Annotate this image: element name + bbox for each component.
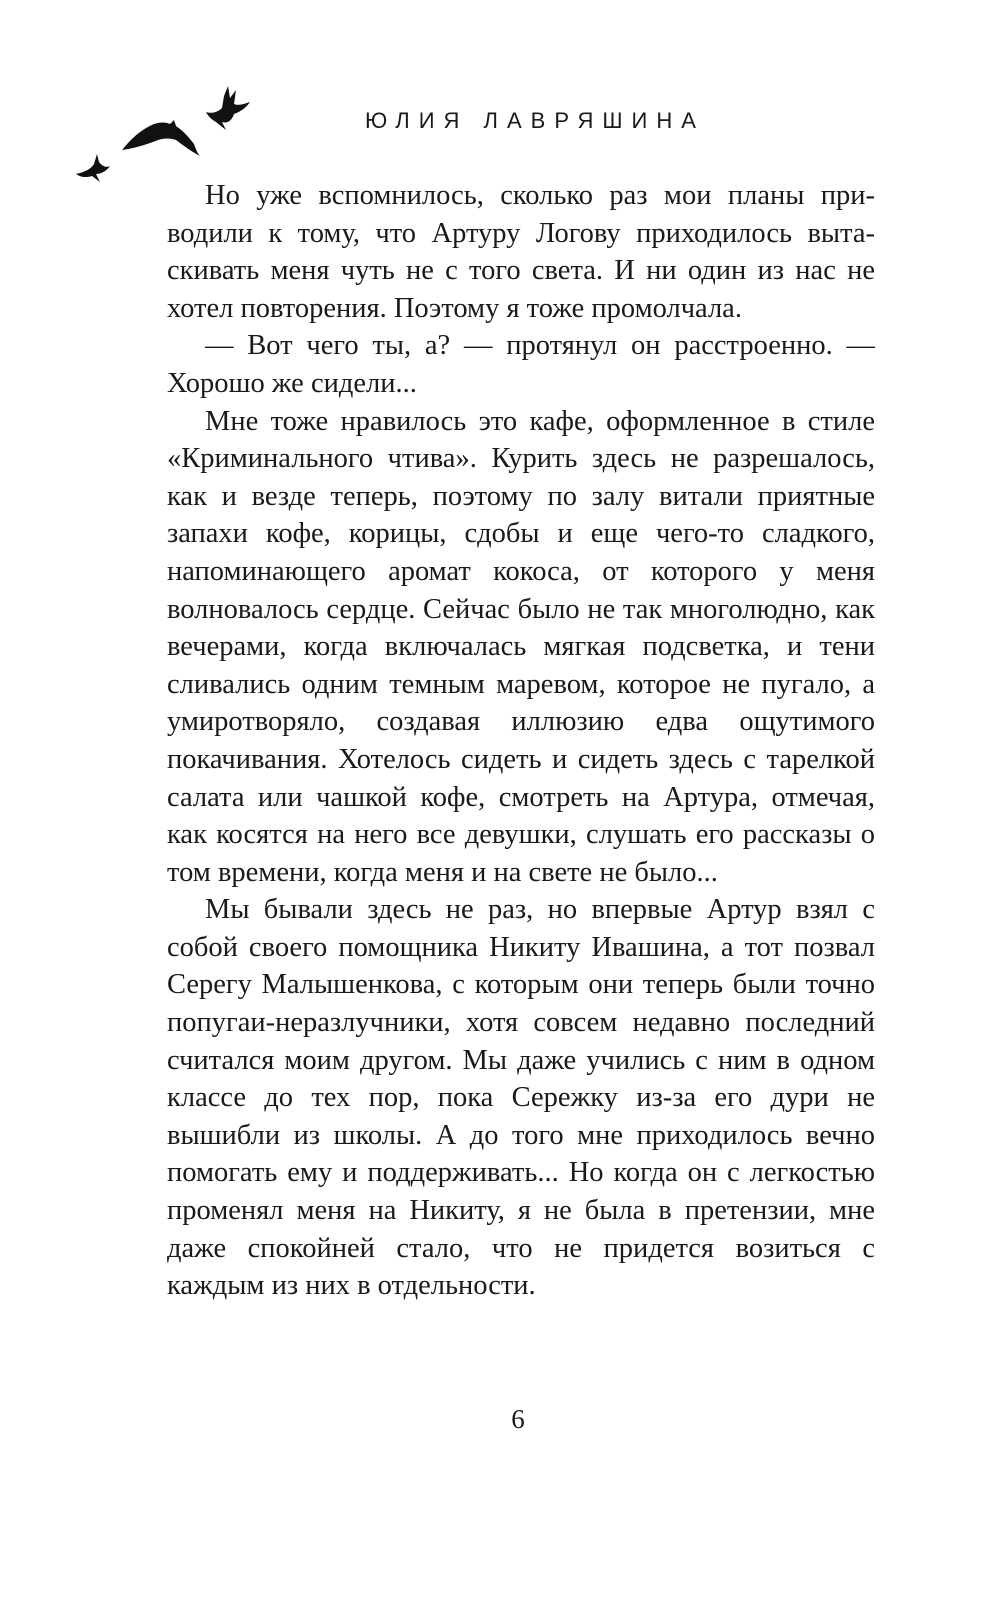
paragraph: Мы бывали здесь не раз, но впервые Артур взял с собой своего помощника Никиту Ивашина, а тот позвал Серегу Малышенкова, с которым они теперь были точно попугаи-неразлучники, хотя совсем недавно последний считался моим другом. Мы даже учились с ним в одном классе до тех пор, пока Сережку из-за его дури не вышибли из школы. А до того мне приходилось вечно помогать ему и поддерживать... Но когда он с легкостью променял меня на Никиту, я не была в претензии, мне даже спокойней стало, что не придется возиться с каждым из них в отдельности.	[167, 894, 875, 1302]
paragraph: — Вот чего ты, а? — протянул он расстроенно. — Хорошо же сидели...	[167, 330, 875, 399]
body-text	[167, 177, 875, 1305]
paragraph: Мне тоже нравилось это кафе, оформленное в стиле «Криминального чтива». Курить здесь не разрешалось, как и везде теперь, поэтому по залу витали приятные запахи кофе, корицы, сдобы и еще чего-то сладкого, напоминающего аромат кокоса, от которого у меня волновалось сердце. Сейчас было не так многолюдно, как вечерами, когда включалась мягкая подсветка, и тени сливались одним темным маревом, которое не пугало, а умиротворяло, создавая иллюзию едва ощутимого покачивания. Хотелось сидеть и сидеть здесь с тарелкой салата или чашкой кофе, смотреть на Артура, отмечая, как косятся на него все девушки, слушать его рассказы о том времени, когда меня и на свете не было...	[167, 405, 875, 888]
birds-icon	[70, 82, 270, 192]
paragraph: Но уже вспомнилось, сколько раз мои планы приводили к тому, что Артуру Логову приходилось вытаскивать меня чуть не с того света. И ни один из нас не хотел повторения. Поэтому я тоже промолчала.	[167, 180, 875, 324]
page-number: 6	[511, 1404, 525, 1434]
running-header: ЮЛИЯ ЛАВРЯШИНА	[365, 108, 705, 133]
bird-small-icon	[76, 154, 110, 182]
